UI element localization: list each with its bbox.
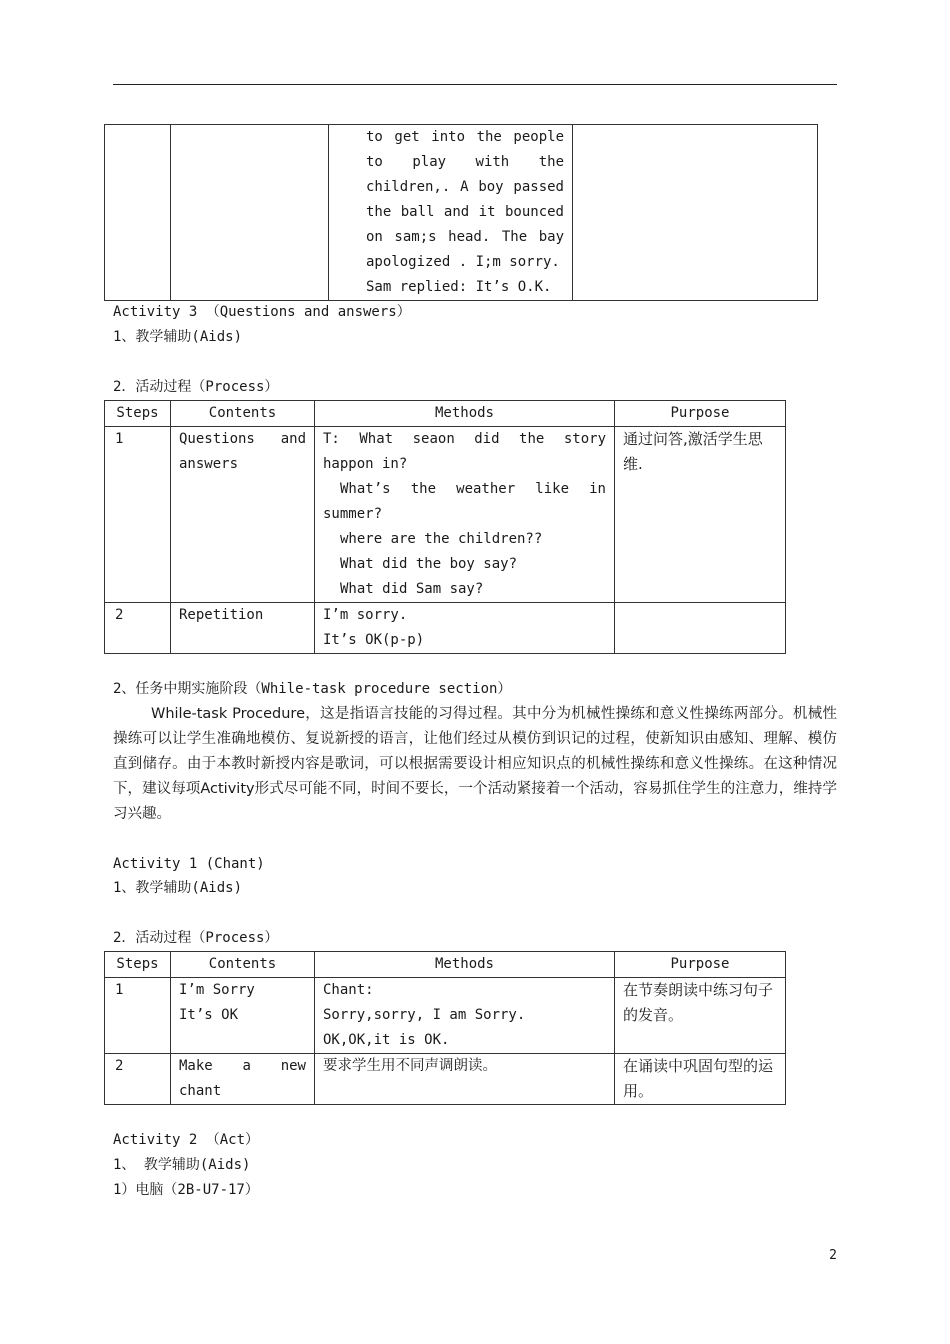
method-line: What’s the weather like in summer? xyxy=(323,481,606,522)
story-line: Sam replied: It’s O.K. xyxy=(366,279,552,295)
header-steps: Steps xyxy=(105,952,171,978)
contents-text: Make a new chant xyxy=(179,1058,306,1099)
activity3-title: Activity 3 （Questions and answers） xyxy=(113,304,411,320)
page-number: 2 xyxy=(829,1248,837,1263)
methods-cell xyxy=(315,978,615,1054)
while-task-heading: 2、任务中期实施阶段（While-task procedure section） xyxy=(113,681,512,697)
contents-cell: Repetition xyxy=(171,603,315,654)
activity1-process: 2．活动过程（Process） xyxy=(113,930,279,946)
method-line: Chant: xyxy=(323,982,374,998)
story-line: to get into the people xyxy=(366,129,564,145)
method-line: Sorry,sorry, I am Sorry. xyxy=(323,1007,526,1023)
contents-line: It’s OK xyxy=(179,1007,239,1023)
header-methods: Methods xyxy=(315,401,615,427)
while-task-paragraph: While-task Procedure，这是指语言技能的习得过程。其中分为机械性操练和意义性操练两部分。机械性操练可以让学生准确地模仿、复说新授的语言，让他们经过从模仿到识记的过程，使新知识由感知、理解、模仿直到储存。由于本教时新授内容是歌词，可以根据需要设计相应知识点的机械性操练和意义性操练。在这种情况下，建议每项Activity形式尽可能不同，时间不要长，一个活动紧接着一个活动，容易抓住学生的注意力，维持学习兴趣。 xyxy=(113,706,837,822)
method-line: where are the children?? xyxy=(340,531,543,547)
activity2-aids: 1、 教学辅助(Aids) xyxy=(113,1157,251,1173)
activity1-title: Activity 1 (Chant) xyxy=(113,856,265,872)
method-line: OK,OK,it is OK. xyxy=(323,1032,450,1048)
header-methods: Methods xyxy=(315,952,615,978)
continuation-table xyxy=(104,124,818,301)
story-line: to play with the xyxy=(366,154,564,170)
table-row xyxy=(105,603,786,654)
method-line: What did the boy say? xyxy=(340,556,518,572)
step-cell: 2 xyxy=(105,603,171,654)
purpose-cell: 在节奏朗读中练习句子的发音。 xyxy=(615,978,786,1054)
story-line: on sam;s head. The bay xyxy=(366,229,564,245)
contents-cell xyxy=(171,1054,315,1105)
method-line: It’s OK(p-p) xyxy=(323,632,425,648)
story-line: children,. A boy passed xyxy=(366,179,564,195)
story-line: apologized . I;m sorry. xyxy=(366,254,560,270)
step-cell: 1 xyxy=(105,978,171,1054)
table-row xyxy=(105,427,786,603)
activity3-aids: 1、教学辅助(Aids) xyxy=(113,329,243,345)
header-rule xyxy=(113,84,837,85)
step-cell: 1 xyxy=(105,427,171,603)
activity1-aids: 1、教学辅助(Aids) xyxy=(113,880,243,896)
purpose-cell xyxy=(615,603,786,654)
header-purpose: Purpose xyxy=(615,401,786,427)
header-purpose: Purpose xyxy=(615,952,786,978)
activity2-title: Activity 2 （Act） xyxy=(113,1132,260,1148)
purpose-cell: 通过问答,激活学生思维. xyxy=(615,427,786,603)
story-line: the ball and it bounced xyxy=(366,204,564,220)
method-line: I’m sorry. xyxy=(323,607,408,623)
contents-cell xyxy=(171,978,315,1054)
contents-cell xyxy=(171,427,315,603)
contents-line: I’m Sorry xyxy=(179,982,255,998)
table-cell xyxy=(573,125,818,301)
table-row xyxy=(105,1054,786,1105)
purpose-cell: 在诵读中巩固句型的运用。 xyxy=(615,1054,786,1105)
methods-cell: 要求学生用不同声调朗读。 xyxy=(315,1054,615,1105)
activity3-table xyxy=(104,400,786,654)
table-cell xyxy=(105,125,171,301)
activity2-item: 1）电脑（2B-U7-17） xyxy=(113,1182,259,1198)
header-contents: Contents xyxy=(171,401,315,427)
activity3-process: 2．活动过程（Process） xyxy=(113,379,279,395)
header-contents: Contents xyxy=(171,952,315,978)
step-cell: 2 xyxy=(105,1054,171,1105)
methods-cell xyxy=(315,603,615,654)
table-cell xyxy=(171,125,329,301)
methods-cell xyxy=(315,427,615,603)
activity1-table xyxy=(104,951,786,1105)
header-steps: Steps xyxy=(105,401,171,427)
contents-text: Questions and answers xyxy=(179,431,306,472)
story-cell xyxy=(329,125,573,301)
method-line: T: What seaon did the story happon in? xyxy=(323,431,606,472)
table-row xyxy=(105,978,786,1054)
method-line: What did Sam say? xyxy=(340,581,484,597)
